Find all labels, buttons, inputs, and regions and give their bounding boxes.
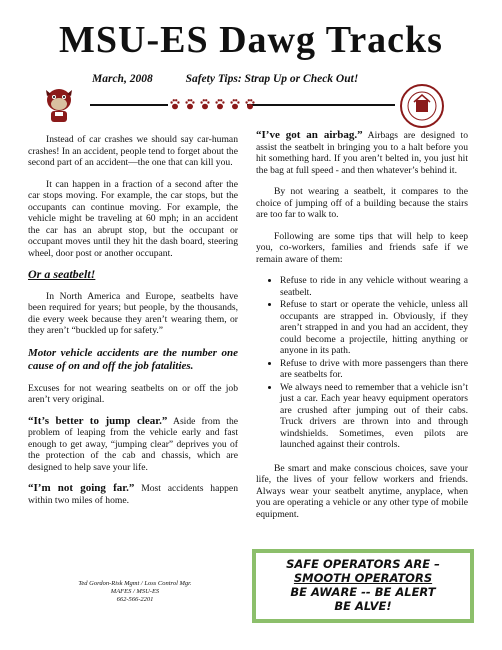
paw-print-icon — [185, 98, 195, 110]
list-item: • Refuse to start or operate the vehicle, unless all occupants are strapped in. Obviously, if they aren’t strapped in and you had an accident, they could become a projectile, hitting anything or anyone in its path. — [280, 299, 468, 357]
intro-paragraph: Instead of car crashes we should say car-human crashes! In an accident, people tend to forget about the second part of an accident—the one that can kill you. — [28, 134, 238, 168]
issue-subtitle: Safety Tips: Strap Up or Check Out! — [185, 73, 359, 85]
airbag-text: Airbags are designed to assist the seatbelt in bringing you to a halt before you hit something hard. If you aren’t belted in, you just hit the bag at full speed - and then whatever’s behind it. — [256, 130, 468, 176]
airbag-lead: “I’ve got an airbag.” — [256, 129, 363, 141]
slogan-line-4: BE ALVE! — [334, 599, 392, 613]
paw-print-row — [170, 98, 255, 110]
closing-paragraph: Be smart and make conscious choices, save your life, the lives of your fellow workers and friends. Always wear your seatbelt anytime, anyplace, when you are operating a vehicle or any other type of mobile equipment. — [256, 462, 468, 520]
left-column — [28, 134, 238, 516]
fatalities-callout: Motor vehicle accidents are the number one cause of on and off the job fatalities. — [28, 346, 238, 372]
momentum-paragraph: It can happen in a fraction of a second after the car stops moving. For example, the car stops, but the occupants can continue moving. For example, the vehicle might be traveling at 60 mph; in an accident the car has an abrupt stop, but the occupant or occupant moves until they hit the dash board, steering wheel, door post or another occupant. — [28, 178, 238, 259]
paw-print-icon — [170, 98, 180, 110]
tips-intro-paragraph: Following are some tips that will help to keep you, co-workers, families and friends safe if we remain aware of them: — [256, 230, 468, 265]
slogan-line-1: SAFE OPERATORS ARE – — [286, 557, 440, 571]
jump-clear-text: Aside from the problem of leaping from the vehicle early and fast enough to get away, “jumping clear” deprives you of the protection of the cab and chassis, which are designed to help save your life. — [28, 415, 238, 473]
excuses-paragraph: Excuses for not wearing seatbelts on or off the job aren’t very original. — [28, 382, 238, 405]
safety-slogan-box — [252, 549, 474, 623]
credit-phone: 662-566-2201 — [116, 596, 154, 603]
airbag-paragraph — [256, 130, 468, 176]
mississippi-state-university-seal-icon — [400, 84, 444, 128]
header-rule-right — [247, 104, 395, 106]
slogan-line-3: BE AWARE -- BE ALERT — [290, 585, 436, 599]
paw-print-icon — [215, 98, 225, 110]
issue-subline — [92, 73, 358, 85]
seatbelt-heading: Or a seatbelt! — [28, 267, 96, 281]
not-going-far-paragraph — [28, 483, 238, 506]
jump-clear-paragraph — [28, 416, 238, 474]
tips-list — [256, 275, 468, 451]
right-column — [256, 130, 468, 530]
author-credit — [60, 580, 210, 604]
paw-print-icon — [230, 98, 240, 110]
paw-print-icon — [245, 98, 255, 110]
newsletter-title: MSU-ES Dawg Tracks — [59, 19, 443, 61]
seatbelt-paragraph: In North America and Europe, seatbelts have been required for years; but people, by the thousands, die every week because they aren’t wearing them, or they aren’t “buckled up for safety.” — [28, 290, 238, 336]
list-item: • Refuse to drive with more passengers than there are seatbelts for. — [280, 358, 468, 381]
slogan-line-2: SMOOTH OPERATORS — [293, 571, 433, 585]
list-item: • We always need to remember that a vehicle isn’t just a car. Each year heavy equipment operators are crushed after jumping out of their cabs. Truck drivers are thrown into and through windshields. Sometimes, even pilots are launched against their controls. — [280, 382, 468, 451]
not-going-far-text: Most accidents happen within two miles of home. — [28, 483, 238, 506]
bulldog-mascot-icon — [38, 84, 80, 124]
not-going-far-lead: “I’m not going far.” — [28, 482, 135, 494]
paw-print-icon — [200, 98, 210, 110]
jump-clear-lead: “It’s better to jump clear.” — [28, 414, 168, 427]
issue-date: March, 2008 — [92, 73, 153, 85]
building-paragraph: By not wearing a seatbelt, it compares to the choice of jumping off of a building because the stairs are too far to walk to. — [256, 186, 468, 220]
credit-org: MAFES / MSU-ES — [110, 588, 160, 595]
credit-name: Ted Gordon-Risk Mgmt / Loss Control Mgr. — [78, 580, 192, 587]
header-rule-left — [90, 104, 168, 106]
list-item: • Refuse to ride in any vehicle without wearing a seatbelt. — [280, 275, 468, 298]
